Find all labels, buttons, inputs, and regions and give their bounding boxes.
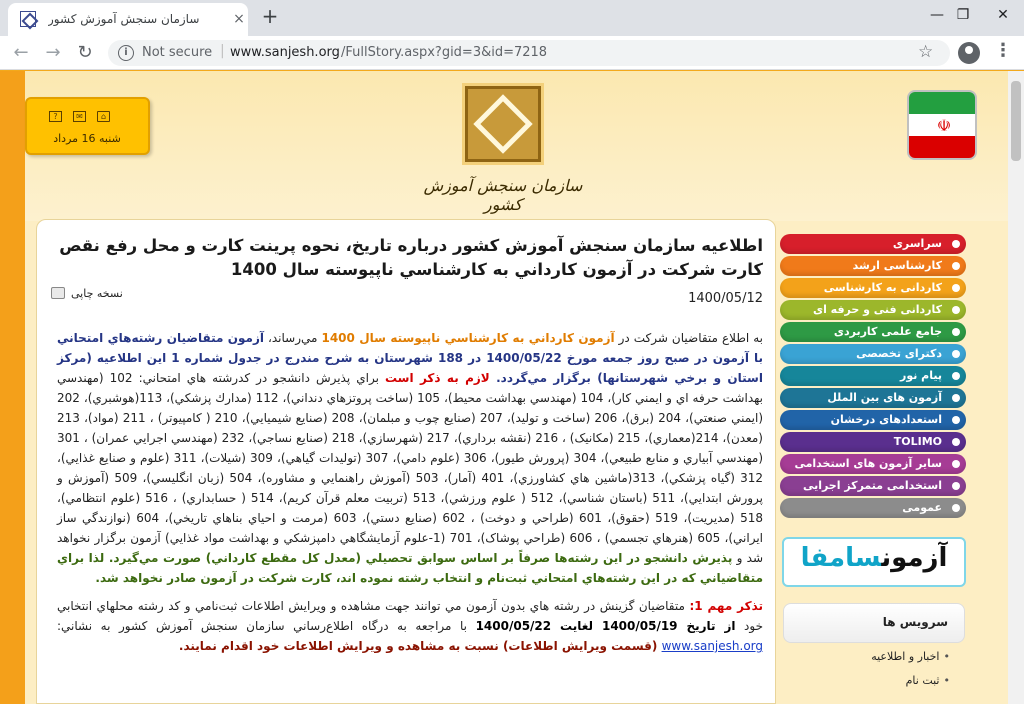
menu-item-label: کاردانی به کارشناسی [823,281,942,294]
text-run: آزمون متقاضيان رشته‌هاي امتحاني با آزمون در صبح روز جمعه مورخ 1400/05/22 در 188 شهرستان به شرح مندرج در جدول شماره 1 اين اطلاعيه (مرکز استان و برخي شهرستانها) برگزار مي‌گردد. [57,331,763,385]
flag-red-stripe [909,136,975,158]
bullet-icon [952,438,960,446]
text-run: لازم به ذکر است [384,371,497,385]
ad-text [784,543,964,573]
current-date: شنبه 16 مرداد [53,132,121,145]
publish-date: 1400/05/12 [688,291,763,306]
new-tab-button[interactable]: + [261,4,279,28]
text-run: (قسمت ويرايش اطلاعات) نسبت به مشاهده و ويرايش اطلاعات خود اقدام نمايند. [178,639,662,653]
menu-item-label: کارشناسی ارشد [852,259,942,272]
menu-item[interactable] [780,410,966,430]
bullet-icon [952,482,960,490]
scrollbar[interactable] [1008,71,1024,704]
tab-close-icon[interactable]: × [233,11,245,27]
security-status[interactable]: Not secure [142,45,213,60]
info-icon[interactable]: i [118,45,134,61]
bullet-icon [952,416,960,424]
print-link[interactable]: نسخه چاپی [71,287,123,300]
bullet-icon [952,460,960,468]
restore-button[interactable]: ❐ [956,7,970,23]
menu-item-label: دکترای تخصصی [856,347,942,360]
close-window-button[interactable]: ✕ [997,7,1009,23]
text-run: با مراجعه به درگاه اطلاع‌رساني سازمان سنجش آموزش کشور به نشاني: [57,619,476,633]
menu-item-label: استخدامی متمرکز اجرایی [802,479,942,492]
article-paragraph [57,596,763,656]
bullet-icon [952,372,960,380]
service-link[interactable]: • ثبت نام [784,674,954,698]
bullet-icon [952,350,960,358]
menu-item-label: TOLIMO [893,435,942,448]
menu-item[interactable] [780,476,966,496]
reload-button[interactable]: ↻ [77,42,93,63]
samfa-ad-banner[interactable] [782,537,966,587]
forward-button[interactable]: → [45,42,61,63]
browser-tab[interactable] [8,3,248,36]
text-run: به اطلاع متقاضيان شرکت در [614,331,763,345]
mail-icon[interactable]: ✉ [73,111,86,122]
url-path[interactable]: /FullStory.aspx?gid=3&id=7218 [341,45,548,60]
article-paragraph [57,328,763,588]
bookmark-star-icon[interactable]: ☆ [918,42,934,62]
bullet-icon [952,284,960,292]
exam-menu [780,234,966,520]
menu-item[interactable] [780,322,966,342]
menu-item[interactable] [780,300,966,320]
menu-item-label: سایر آزمون های استخدامی [794,457,942,470]
menu-item-label: عمومی [902,501,942,514]
menu-item[interactable] [780,454,966,474]
ad-text-part: سامفا [800,543,882,573]
page-left-margin [0,71,25,704]
article-panel [36,219,776,704]
services-header [783,603,965,643]
services-title: سرویس ها [882,615,948,629]
url-host[interactable]: www.sanjesh.org [230,45,340,60]
menu-item[interactable] [780,432,966,452]
bullet-icon [952,240,960,248]
bullet-icon [952,394,960,402]
menu-item-label: استعدادهای درخشان [830,413,942,426]
menu-item[interactable] [780,256,966,276]
url-separator: | [220,43,225,59]
address-bar[interactable] [108,40,950,66]
site-logo[interactable] [465,86,541,162]
home-icon[interactable]: ⌂ [97,111,110,122]
bullet-icon [952,262,960,270]
flag-green-stripe [909,92,975,114]
text-run: مي‌رساند، [264,331,322,345]
menu-item-label: آزمون های بین الملل [827,391,942,404]
minimize-button[interactable]: — [930,7,944,23]
favicon-icon [20,11,36,27]
text-run: پذيرش دانشجو در اين رشته‌ها صرفاً بر اساس سوابق تحصيلي (معدل کل مقطع کارداني) صورت مي‌گيرد. لذا براي متقاضياني که در اين رشته‌هاي امتحاني ثبت‌نام و انتخاب رشته نموده اند، کارت شرکت در آزمون صادر نخواهد شد. [57,551,763,585]
menu-item-label: جامع علمی کاربردی [833,325,942,338]
menu-item-label: کاردانی فنی و حرفه ای [812,303,942,316]
menu-item-label: سراسری [892,237,942,250]
back-button[interactable]: ← [13,42,29,63]
text-run: از تاريخ 1400/05/19 لغايت 1400/05/22 [475,619,736,633]
site-logo-text: سازمان سنجش آموزش کشور [423,176,583,214]
menu-item[interactable] [780,344,966,364]
menu-item[interactable] [780,388,966,408]
menu-item[interactable] [780,234,966,254]
date-box [25,97,150,155]
iran-flag-icon [907,90,977,160]
menu-item-label: پیام نور [899,369,942,382]
bullet-icon [952,328,960,336]
menu-item[interactable] [780,366,966,386]
text-run: متقاضيان گزينش در رشته هاي بدون آزمون مي توانند جهت مشاهده و ويرايش اطلاعات ثبت‌نامي و کد رشته محلهاي انتخابي خود [57,599,763,633]
scrollbar-thumb[interactable] [1011,81,1021,161]
text-run: براي پذيرش دانشجو در کدرشته هاي امتحاني: 102 (مهندسي بهداشت حرفه اي و ايمني کار)، 104 (مهندسي بهداشت محيط)، 105 (ساخت پروتزهاي دنداني)، 112 (مدارك پزشکي)، 113(هوشبري)، 202 (ايمني صنعتي)، 204 (برق)، 206 (ساخت و توليد)، 207 (صنايع چوب و مبلمان)، 208 (صنايع شيميايي)، 210 ( کامپيوتر) ، 211 (مواد)، 213 (معدن)، 214(معماري)، 215 (مکانيک) ، 216 (نقشه برداري)، 217 (شهرسازي)، 218 (صنايع نساجي)، 232 (مهندسي اجرايي عمران) ، 301 (مهندسي آبياري و منابع طبيعي)، 304 (پرورش طيور)، 306 (علوم دامي)، 307 (توليدات گياهي)، 309 (شيلات)، 311 (علوم و صنايع غذايي)، 312 (گياه پزشکي)، 313(ماشين هاي کشاورزي)، 401 (آمار)، 503 (آموزش راهنمايي و مشاوره)، 504 (زبان انگليسي)، 509 (آموزش و پرورش ابتدايي)، 511 (باستان شناسي)، 512 ( علوم ورزشي)، 513 (تربيت معلم قرآن کريم)، 514 ( حسابداري) ، 516 (علوم انتظامي)، 518 (مديريت)، 519 (حقوق)، 601 (طراحي و دوخت) ، 602 (صنايع دستي)، 603 (مرمت و احياي بناهاي تاريخي)، 604 (نوازندگي ساز ايراني)، 605 (هنرهاي تجسمي) ، 606 (طراحي پوشاک)، 701 (1-علوم آزمايشگاهي دامپزشکي و بهداشت مواد غذايي) آزمون برگزار نخواهد شد و [57,371,764,565]
printer-icon[interactable] [51,287,65,299]
flag-emblem-icon: ☫ [936,116,952,135]
profile-avatar-icon[interactable] [958,42,980,64]
menu-item[interactable] [780,278,966,298]
ad-text-part: آزمون [881,543,948,573]
menu-item[interactable] [780,498,966,518]
browser-menu-icon[interactable]: ⋮ [994,40,1012,61]
browser-toolbar [0,36,1024,70]
article-body [57,328,763,656]
tab-title: سازمان سنجش آموزش کشور [48,12,200,26]
bullet-icon [952,504,960,512]
services-list [784,650,954,698]
logo-emblem-icon [473,94,532,153]
article-title: اطلاعيه سازمان سنجش آموزش کشور درباره تاريخ، نحوه پرينت کارت و محل رفع نقص کارت شرکت در آزمون کارداني به کارشناسي ناپيوسته سال 1400 [59,236,763,279]
text-run: تذکر مهم 1: [689,599,764,613]
text-run: آزمون کارداني به کارشناسي ناپيوسته سال 1400 [321,331,615,345]
bullet-icon [952,306,960,314]
service-link[interactable]: • اخبار و اطلاعیه [784,650,954,674]
sanjesh-link[interactable]: www.sanjesh.org [661,639,763,653]
help-icon[interactable]: ? [49,111,62,122]
tab-strip [0,0,1024,36]
